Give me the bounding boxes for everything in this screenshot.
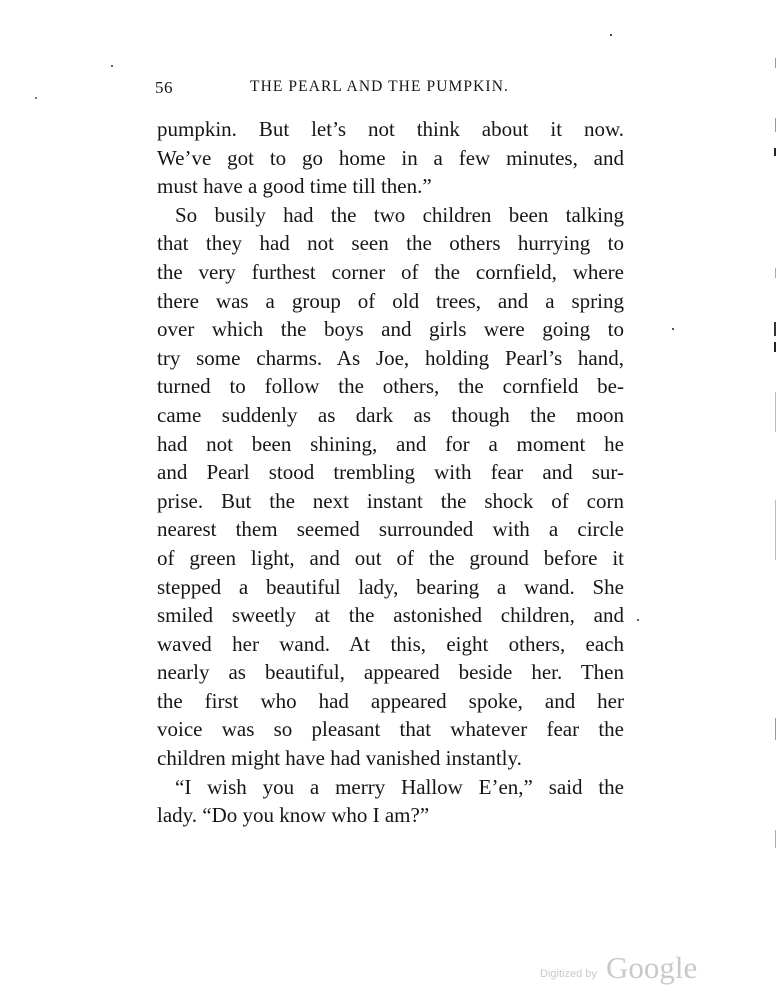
text-line: came suddenly as dark as though the moon [157,402,624,427]
text-line: lady. “Do you know who I am?” [157,803,430,828]
text-line: and Pearl stood trembling with fear and sur- [157,460,624,485]
text-line: over which the boys and girls were going to [157,317,624,342]
text-line: had not been shining, and for a moment he [157,431,624,456]
text-line: of green light, and out of the ground before it [157,545,624,570]
text-line: waved her wand. At this, eight others, each [157,631,624,656]
running-head [155,78,625,102]
scan-dot [637,619,639,621]
text-line: pumpkin. But let’s not think about it now. [157,117,624,141]
text-line: the first who had appeared spoke, and her [157,688,624,713]
text-line: there was a group of old trees, and a spring [157,288,624,313]
text-line: the very furthest corner of the cornfield, where [157,259,624,284]
text-line: try some charms. As Joe, holding Pearl’s hand, [157,345,624,370]
watermark-digitized-by: Digitized by [540,968,597,980]
text-line: smiled sweetly at the astonished children, and [157,603,624,628]
scan-edge-mark [775,830,776,848]
paragraph-3 [157,773,624,830]
scan-edge-mark [774,322,776,336]
text-line: So busily had the two children been talking [175,202,624,227]
text-line: that they had not seen the others hurrying to [157,231,624,256]
text-line: We’ve got to go home in a few minutes, and [157,145,624,170]
text-line: “I wish you a merry Hallow E’en,” said the [175,774,624,799]
text-line: turned to follow the others, the cornfield be- [157,374,624,399]
scan-dot [35,97,37,99]
text-line: nearest them seemed surrounded with a circle [157,517,624,542]
scan-edge-mark [775,718,776,740]
paragraph-2 [157,201,624,773]
body-text [157,115,624,830]
scan-dot [610,34,612,36]
scan-edge-mark [775,118,776,132]
paragraph-1 [157,115,624,201]
text-line: nearly as beautiful, appeared beside her. Then [157,660,624,685]
scan-edge-mark [775,58,776,68]
text-line: must have a good time till then.” [157,174,432,199]
scan-edge-mark [775,500,776,560]
scan-edge-mark [774,148,776,156]
scan-edge-mark [775,392,776,432]
text-line: stepped a beautiful lady, bearing a wand. She [157,574,624,599]
text-line: prise. But the next instant the shock of corn [157,488,624,513]
scan-edge-mark [774,342,776,352]
text-line: children might have had vanished instantly. [157,746,522,771]
text-line: voice was so pleasant that whatever fear the [157,717,624,742]
scan-dot [111,65,113,67]
page-number: 56 [155,78,173,97]
scan-edge-mark [775,268,776,278]
google-watermark [540,950,720,990]
running-title: THE PEARL AND THE PUMPKIN. [250,78,509,95]
watermark-google-logo: Google [606,950,698,985]
scan-dot [672,328,674,330]
